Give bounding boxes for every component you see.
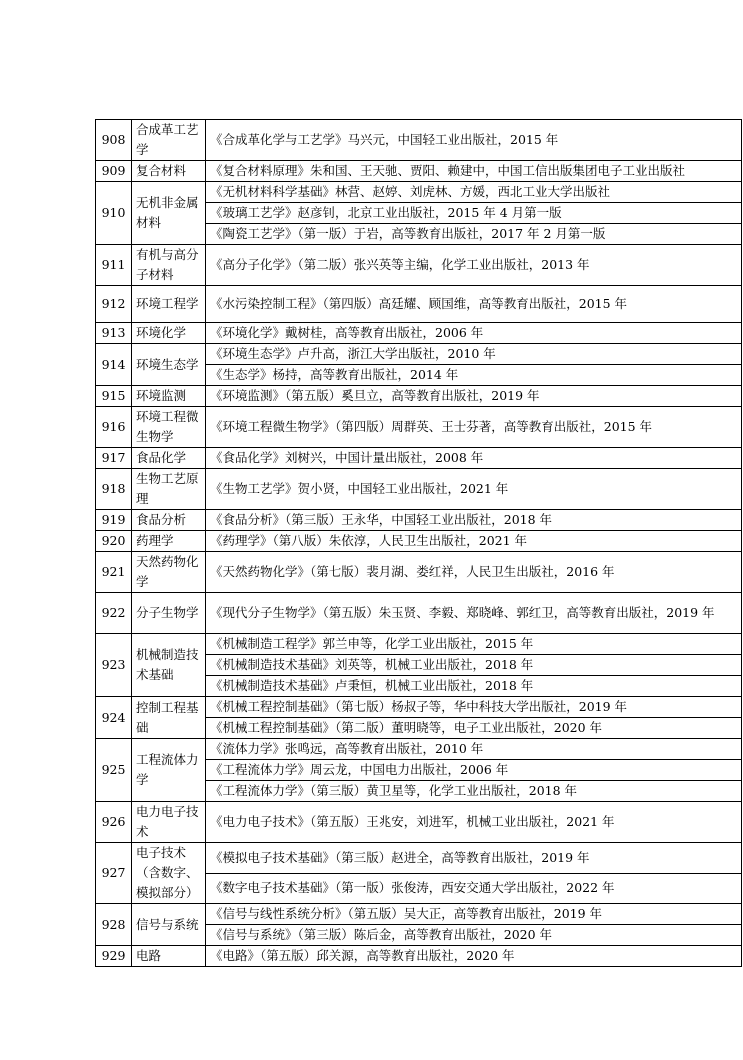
textbook-cell: 《陶瓷工艺学》（第一版）于岩，高等教育出版社，2017 年 2 月第一版 bbox=[206, 224, 742, 245]
table-row bbox=[96, 593, 742, 634]
textbook-cell: 《数字电子技术基础》（第一版）张俊涛，西安交通大学出版社，2022 年 bbox=[206, 873, 742, 904]
table-row bbox=[96, 552, 742, 593]
textbook-cell: 《机械工程控制基础》（第七版）杨叔子等，华中科技大学出版社，2019 年 bbox=[206, 697, 742, 718]
textbook-table bbox=[95, 119, 742, 967]
table-row bbox=[96, 407, 742, 448]
table-row bbox=[96, 802, 742, 843]
table-row bbox=[96, 161, 742, 182]
textbook-cell: 《环境化学》戴树桂，高等教育出版社，2006 年 bbox=[206, 323, 742, 344]
textbook-cell: 《工程流体力学》（第三版）黄卫星等，化学工业出版社，2018 年 bbox=[206, 781, 742, 802]
table-row bbox=[96, 245, 742, 286]
subject-cell: 电子技术（含数字、模拟部分） bbox=[132, 843, 206, 904]
row-number: 915 bbox=[96, 386, 132, 407]
textbook-cell: 《模拟电子技术基础》（第三版）赵进全，高等教育出版社，2019 年 bbox=[206, 843, 742, 874]
row-number: 917 bbox=[96, 448, 132, 469]
textbook-cell: 《玻璃工艺学》赵彦钊，北京工业出版社，2015 年 4 月第一版 bbox=[206, 203, 742, 224]
table-row bbox=[96, 634, 742, 655]
table-row bbox=[96, 739, 742, 760]
row-number: 919 bbox=[96, 510, 132, 531]
textbook-cell: 《高分子化学》（第二版）张兴英等主编，化学工业出版社，2013 年 bbox=[206, 245, 742, 286]
row-number: 908 bbox=[96, 120, 132, 161]
subject-cell: 信号与系统 bbox=[132, 904, 206, 946]
row-number: 916 bbox=[96, 407, 132, 448]
table-row bbox=[96, 286, 742, 323]
row-number: 926 bbox=[96, 802, 132, 843]
subject-cell: 环境化学 bbox=[132, 323, 206, 344]
textbook-cell: 《机械制造技术基础》刘英等，机械工业出版社，2018 年 bbox=[206, 655, 742, 676]
row-number: 912 bbox=[96, 286, 132, 323]
row-number: 909 bbox=[96, 161, 132, 182]
row-number: 918 bbox=[96, 469, 132, 510]
textbook-cell: 《环境工程微生物学》（第四版）周群英、王士芬著，高等教育出版社，2015 年 bbox=[206, 407, 742, 448]
textbook-cell: 《合成革化学与工艺学》马兴元，中国轻工业出版社，2015 年 bbox=[206, 120, 742, 161]
row-number: 913 bbox=[96, 323, 132, 344]
textbook-cell: 《机械制造技术基础》卢秉恒，机械工业出版社，2018 年 bbox=[206, 676, 742, 697]
subject-cell: 食品化学 bbox=[132, 448, 206, 469]
subject-cell: 电力电子技术 bbox=[132, 802, 206, 843]
table-row bbox=[96, 904, 742, 925]
subject-cell: 生物工艺原理 bbox=[132, 469, 206, 510]
textbook-cell: 《现代分子生物学》（第五版）朱玉贤、李毅、郑晓峰、郭红卫，高等教育出版社，2019 年 bbox=[206, 593, 742, 634]
textbook-cell: 《流体力学》张鸣远，高等教育出版社，2010 年 bbox=[206, 739, 742, 760]
subject-cell: 复合材料 bbox=[132, 161, 206, 182]
table-row bbox=[96, 946, 742, 967]
textbook-cell: 《药理学》（第八版）朱依淳，人民卫生出版社，2021 年 bbox=[206, 531, 742, 552]
subject-cell: 环境工程微生物学 bbox=[132, 407, 206, 448]
subject-cell: 电路 bbox=[132, 946, 206, 967]
textbook-cell: 《环境生态学》卢升高，浙江大学出版社，2010 年 bbox=[206, 344, 742, 365]
row-number: 910 bbox=[96, 182, 132, 245]
textbook-cell: 《机械制造工程学》郭兰申等，化学工业出版社，2015 年 bbox=[206, 634, 742, 655]
subject-cell: 有机与高分子材料 bbox=[132, 245, 206, 286]
table-row bbox=[96, 843, 742, 874]
subject-cell: 药理学 bbox=[132, 531, 206, 552]
subject-cell: 合成革工艺学 bbox=[132, 120, 206, 161]
row-number: 911 bbox=[96, 245, 132, 286]
subject-cell: 天然药物化学 bbox=[132, 552, 206, 593]
table-row bbox=[96, 448, 742, 469]
table-row bbox=[96, 386, 742, 407]
textbook-cell: 《机械工程控制基础》（第二版）董明晓等，电子工业出版社，2020 年 bbox=[206, 718, 742, 739]
textbook-cell: 《电力电子技术》（第五版）王兆安，刘进军，机械工业出版社，2021 年 bbox=[206, 802, 742, 843]
row-number: 923 bbox=[96, 634, 132, 697]
table-row bbox=[96, 344, 742, 365]
textbook-cell: 《生态学》杨持，高等教育出版社，2014 年 bbox=[206, 365, 742, 386]
textbook-cell: 《工程流体力学》周云龙，中国电力出版社，2006 年 bbox=[206, 760, 742, 781]
textbook-cell: 《信号与线性系统分析》（第五版）吴大正，高等教育出版社，2019 年 bbox=[206, 904, 742, 925]
textbook-cell: 《复合材料原理》朱和国、王天驰、贾阳、赖建中，中国工信出版集团电子工业出版社 bbox=[206, 161, 742, 182]
table-row bbox=[96, 182, 742, 203]
row-number: 921 bbox=[96, 552, 132, 593]
subject-cell: 控制工程基础 bbox=[132, 697, 206, 739]
table-row bbox=[96, 120, 742, 161]
textbook-cell: 《信号与系统》（第三版）陈后金，高等教育出版社，2020 年 bbox=[206, 925, 742, 946]
row-number: 924 bbox=[96, 697, 132, 739]
subject-cell: 环境监测 bbox=[132, 386, 206, 407]
subject-cell: 食品分析 bbox=[132, 510, 206, 531]
row-number: 920 bbox=[96, 531, 132, 552]
textbook-cell: 《电路》（第五版）邱关源，高等教育出版社，2020 年 bbox=[206, 946, 742, 967]
subject-cell: 无机非金属材料 bbox=[132, 182, 206, 245]
row-number: 922 bbox=[96, 593, 132, 634]
row-number: 927 bbox=[96, 843, 132, 904]
table-row bbox=[96, 531, 742, 552]
row-number: 925 bbox=[96, 739, 132, 802]
subject-cell: 环境生态学 bbox=[132, 344, 206, 386]
subject-cell: 工程流体力学 bbox=[132, 739, 206, 802]
textbook-cell: 《水污染控制工程》（第四版）高廷耀、顾国维，高等教育出版社，2015 年 bbox=[206, 286, 742, 323]
subject-cell: 环境工程学 bbox=[132, 286, 206, 323]
row-number: 914 bbox=[96, 344, 132, 386]
table-row bbox=[96, 323, 742, 344]
textbook-cell: 《生物工艺学》贺小贤，中国轻工业出版社，2021 年 bbox=[206, 469, 742, 510]
textbook-cell: 《无机材料科学基础》林营、赵婷、刘虎林、方媛，西北工业大学出版社 bbox=[206, 182, 742, 203]
textbook-cell: 《食品分析》（第三版）王永华，中国轻工业出版社，2018 年 bbox=[206, 510, 742, 531]
subject-cell: 分子生物学 bbox=[132, 593, 206, 634]
row-number: 928 bbox=[96, 904, 132, 946]
textbook-cell: 《食品化学》刘树兴，中国计量出版社，2008 年 bbox=[206, 448, 742, 469]
table-row bbox=[96, 697, 742, 718]
textbook-cell: 《天然药物化学》（第七版）裴月湖、娄红祥，人民卫生出版社，2016 年 bbox=[206, 552, 742, 593]
textbook-cell: 《环境监测》（第五版）奚旦立，高等教育出版社，2019 年 bbox=[206, 386, 742, 407]
subject-cell: 机械制造技术基础 bbox=[132, 634, 206, 697]
table-row bbox=[96, 469, 742, 510]
table-row bbox=[96, 510, 742, 531]
row-number: 929 bbox=[96, 946, 132, 967]
